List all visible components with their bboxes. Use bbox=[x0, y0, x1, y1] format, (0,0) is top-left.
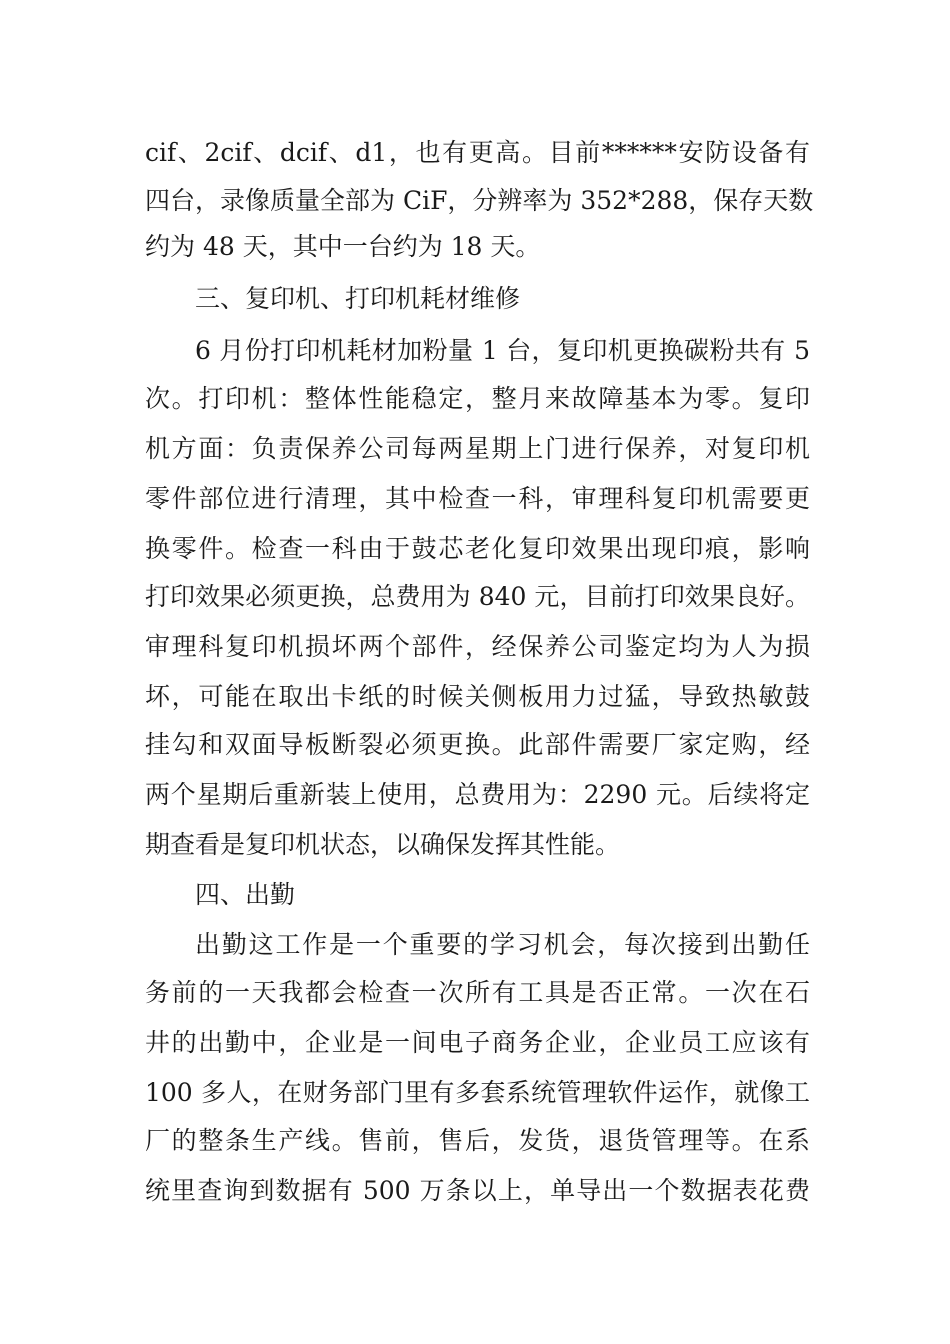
text-line-17: 出勤这工作是一个重要的学习机会，每次接到出勤任 bbox=[195, 930, 810, 959]
section-heading-3: 三、复印机、打印机耗材维修 bbox=[195, 284, 521, 313]
text-line-3: 约为 48 天，其中一台约为 18 天。 bbox=[145, 232, 541, 261]
text-line-8: 零件部位进行清理，其中检查一科，审理科复印机需要更 bbox=[145, 484, 810, 513]
section-heading-4: 四、出勤 bbox=[195, 880, 296, 909]
text-line-22: 统里查询到数据有 500 万条以上，单导出一个数据表花费 bbox=[145, 1176, 810, 1205]
text-line-1: cif、2cif、dcif、d1，也有更高。目前******安防设备有 bbox=[145, 138, 810, 167]
text-line-21: 厂的整条生产线。售前，售后，发货，退货管理等。在系 bbox=[145, 1126, 810, 1155]
text-line-11: 审理科复印机损坏两个部件，经保养公司鉴定均为人为损 bbox=[145, 632, 810, 661]
text-line-20: 100 多人，在财务部门里有多套系统管理软件运作，就像工 bbox=[145, 1078, 810, 1107]
text-line-5: 6 月份打印机耗材加粉量 1 台，复印机更换碳粉共有 5 bbox=[195, 336, 810, 365]
text-line-14: 两个星期后重新装上使用，总费用为：2290 元。后续将定 bbox=[145, 780, 810, 809]
text-line-2: 四台，录像质量全部为 CiF，分辨率为 352*288，保存天数 bbox=[145, 186, 814, 215]
text-line-12: 坏，可能在取出卡纸的时候关侧板用力过猛，导致热敏鼓 bbox=[145, 682, 810, 711]
text-line-9: 换零件。检查一科由于鼓芯老化复印效果出现印痕，影响 bbox=[145, 534, 810, 563]
text-line-18: 务前的一天我都会检查一次所有工具是否正常。一次在石 bbox=[145, 978, 810, 1007]
text-line-6: 次。打印机：整体性能稳定，整月来故障基本为零。复印 bbox=[145, 384, 810, 413]
text-line-10: 打印效果必须更换，总费用为 840 元，目前打印效果良好。 bbox=[145, 582, 810, 611]
text-line-13: 挂勾和双面导板断裂必须更换。此部件需要厂家定购，经 bbox=[145, 730, 810, 759]
text-line-7: 机方面：负责保养公司每两星期上门进行保养，对复印机 bbox=[145, 434, 810, 463]
text-line-15: 期查看是复印机状态，以确保发挥其性能。 bbox=[145, 830, 621, 859]
text-line-19: 井的出勤中，企业是一间电子商务企业，企业员工应该有 bbox=[145, 1028, 810, 1057]
